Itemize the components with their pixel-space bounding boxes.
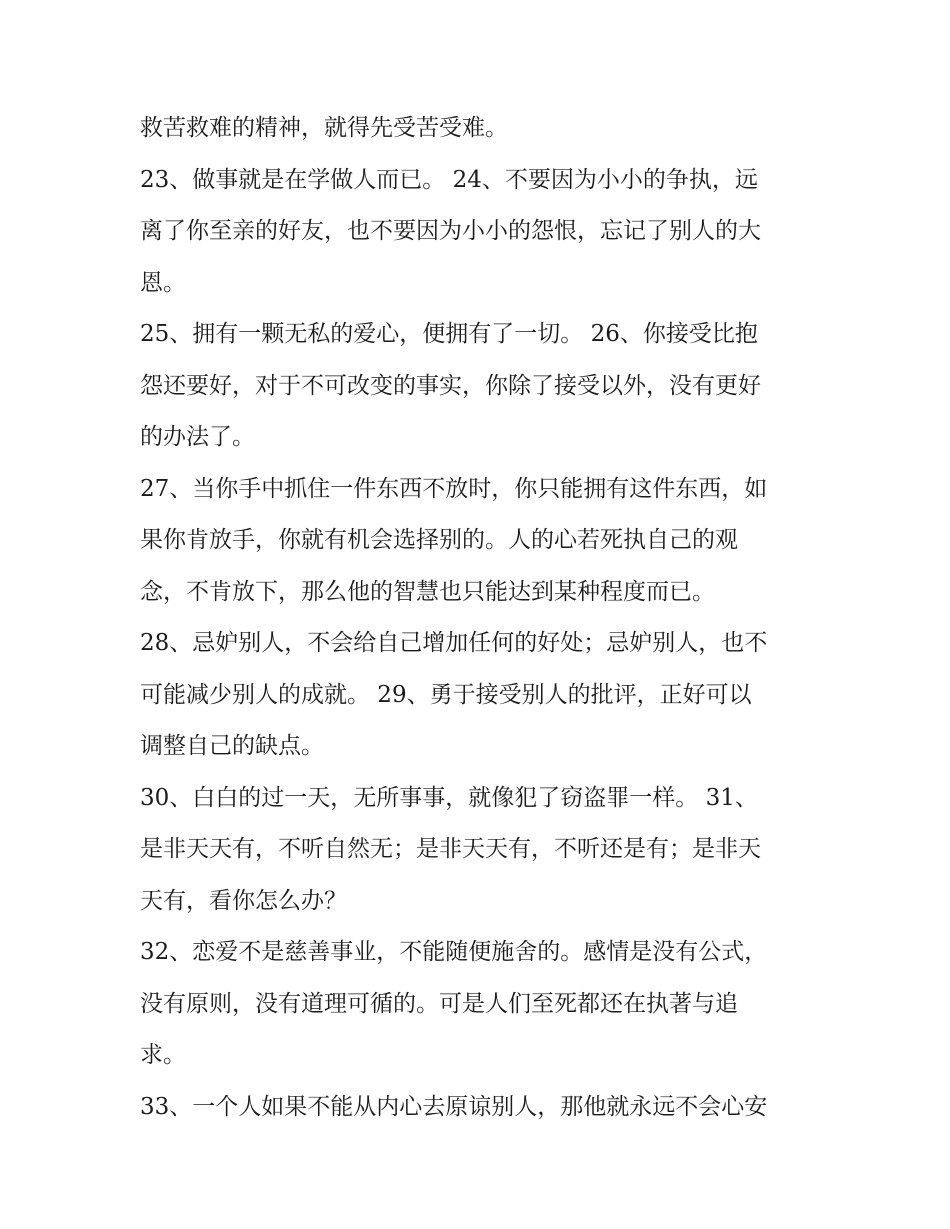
text-line: 没有原则，没有道理可循的。可是人们至死都还在执著与追 bbox=[140, 990, 738, 1017]
text-line: 33、一个人如果不能从内心去原谅别人，那他就永远不会心安 bbox=[140, 1093, 768, 1120]
text-line: 28、忌妒别人，不会给自己增加任何的好处；忌妒别人，也不 bbox=[140, 630, 768, 656]
text-line: 离了你至亲的好友，也不要因为小小的怨恨，忘记了别人的大 bbox=[140, 218, 761, 244]
text-line: 调整自己的缺点。 bbox=[140, 733, 324, 759]
text-line: 求。 bbox=[140, 1042, 186, 1068]
text-line: 果你肯放手，你就有机会选择别的。人的心若死执自己的观 bbox=[140, 527, 738, 553]
text-line: 的办法了。 bbox=[140, 424, 255, 450]
text-line: 怨还要好，对于不可改变的事实，你除了接受以外，没有更好 bbox=[140, 372, 761, 399]
text-line: 救苦救难的精神，就得先受苦受难。 bbox=[140, 115, 508, 141]
text-line: 32、恋爱不是慈善事业，不能随便施舍的。感情是没有公式， bbox=[140, 939, 768, 965]
text-line: 念，不肯放下，那么他的智慧也只能达到某种程度而已。 bbox=[140, 578, 715, 605]
body-text bbox=[140, 103, 820, 1133]
text-line: 23、做事就是在学做人而已。 24、不要因为小小的争执，远 bbox=[140, 166, 758, 193]
text-line: 天有，看你怎么办？ bbox=[140, 887, 347, 914]
text-line: 25、拥有一颗无私的爱心，便拥有了一切。 26、你接受比抱 bbox=[140, 321, 758, 347]
text-line: 恩。 bbox=[140, 269, 186, 296]
text-line: 是非天天有，不听自然无；是非天天有，不听还是有；是非天 bbox=[140, 836, 761, 862]
text-line: 30、白白的过一天，无所事事，就像犯了窃盗罪一样。 31、 bbox=[140, 784, 758, 811]
text-line: 27、当你手中抓住一件东西不放时，你只能拥有这件东西，如 bbox=[140, 475, 768, 502]
text-line: 可能减少别人的成就。 29、勇于接受别人的批评，正好可以 bbox=[140, 681, 752, 708]
